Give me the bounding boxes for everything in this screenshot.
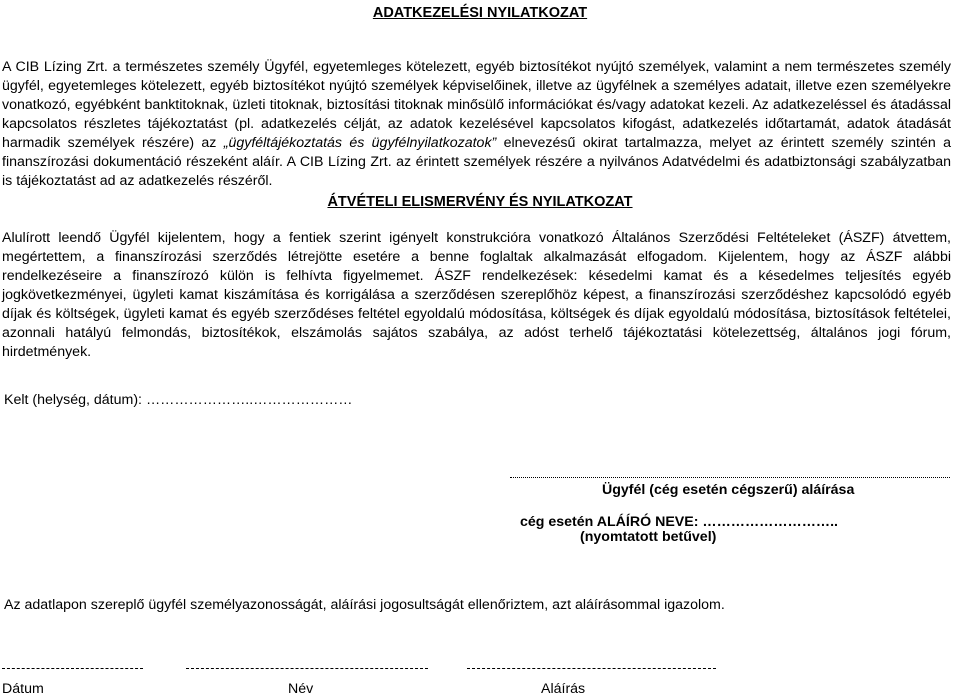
intro-text-start: A CIB Lízing Zrt. a természetes személy Ügyfél, egyetemleges kötelezett, egyéb biztosítékot nyújtó személyek, valamint a nem természetes személy ügyfél, egyetemleges kötelezett, egyéb biztosítékot nyújtó személyek képviselőinek, illetve az ügyfélnek a személyes adatait, illetve ezen személyekre vonatkozó, egyébként banktitoknak, üzleti titoknak, biztosítási titoknak minősülő információkat és/vagy adatokat kezeli. Az adatkezeléssel és átadással kapcsolatos részletes tájékoztatást (pl. adatkezelés célját, az adatok kezelésével kapcsolatos kifogást, adatkezelés időtartamát, adatok átadását harmadik személyek részére) az bbox=[2, 59, 951, 151]
place-date-label: Kelt (helység, dátum): bbox=[4, 392, 142, 408]
footer-name-label: Név bbox=[288, 681, 314, 697]
signature-dashed-line bbox=[467, 668, 716, 669]
receipt-title: ÁTVÉTELI ELISMERVÉNY ÉS NYILATKOZAT bbox=[327, 194, 633, 210]
date-dashed-line bbox=[2, 668, 143, 669]
signature-line bbox=[510, 477, 950, 478]
name-dashed-line bbox=[186, 668, 428, 669]
signature-title: Ügyfél (cég esetén cégszerű) aláírása bbox=[602, 482, 855, 498]
intro-paragraph bbox=[2, 58, 951, 191]
document-title: ADATKEZELÉSI NYILATKOZAT bbox=[372, 5, 588, 21]
footer-signature-label: Aláírás bbox=[541, 681, 586, 697]
intro-italic-doc-name: „ügyféltájékoztatás és ügyfélnyilatkozatok” bbox=[223, 135, 497, 151]
footer-date-label: Dátum bbox=[2, 681, 44, 697]
verification-text: Az adatlapon szereplő ügyfél személyazonosságát, aláírási jogosultságát ellenőriztem, azt aláírásommal igazolom. bbox=[4, 597, 725, 613]
place-date-line bbox=[4, 391, 352, 410]
signer-name-label: cég esetén ALÁÍRÓ NEVE: bbox=[520, 514, 699, 530]
intro-text-end: elnevezésű okirat tartalmazza, melyet az érintett személy szintén a finanszírozási dokumentáció részeként aláír. A CIB Lízing Zrt. az érintett személyek részére a nyilvános Adatvédelmi és adatbiztonsági szabályzatban is tájékoztatást ad az adatkezelés részéről. bbox=[2, 135, 952, 189]
receipt-paragraph: Alulírott leendő Ügyfél kijelentem, hogy a fentiek szerint igényelt konstrukcióra vonatkozó Általános Szerződési Feltételeket (ÁSZF) átvettem, megértettem, a finanszírozási szerződés létrejötte esetére a benne foglaltak alkalmazását elfogadom. Kijelentem, hogy az ÁSZF alábbi rendelkezéseire a finanszírozó külön is felhívta figyelmemet. ÁSZF rendelkezések: késedelmi kamat és a késedelmes teljesítés egyéb jogkövetkezményei, ügyleti kamat kiszámítása és korrigálása a szerződésen szereplőhöz képest, a finanszírozási szerződéshez kapcsolódó egyéb díjak és költségek, ügyleti kamat és egyéb szerződéses feltétel egyoldalú módosítása, költségek és díjak egyoldalú módosítása, biztosítások feltételei, azonnali hatályú felmondás, biztosítékok, elszámolás sajátos szabálya, az adóst terhelő tájékoztatási kötelezettség, általános jogi fórum, hirdetmények. bbox=[2, 230, 951, 360]
signer-name-note: (nyomtatott betűvel) bbox=[580, 529, 717, 545]
place-date-dots: …………………..………………… bbox=[145, 392, 353, 408]
signer-name-dots: ……………………….. bbox=[702, 514, 838, 530]
